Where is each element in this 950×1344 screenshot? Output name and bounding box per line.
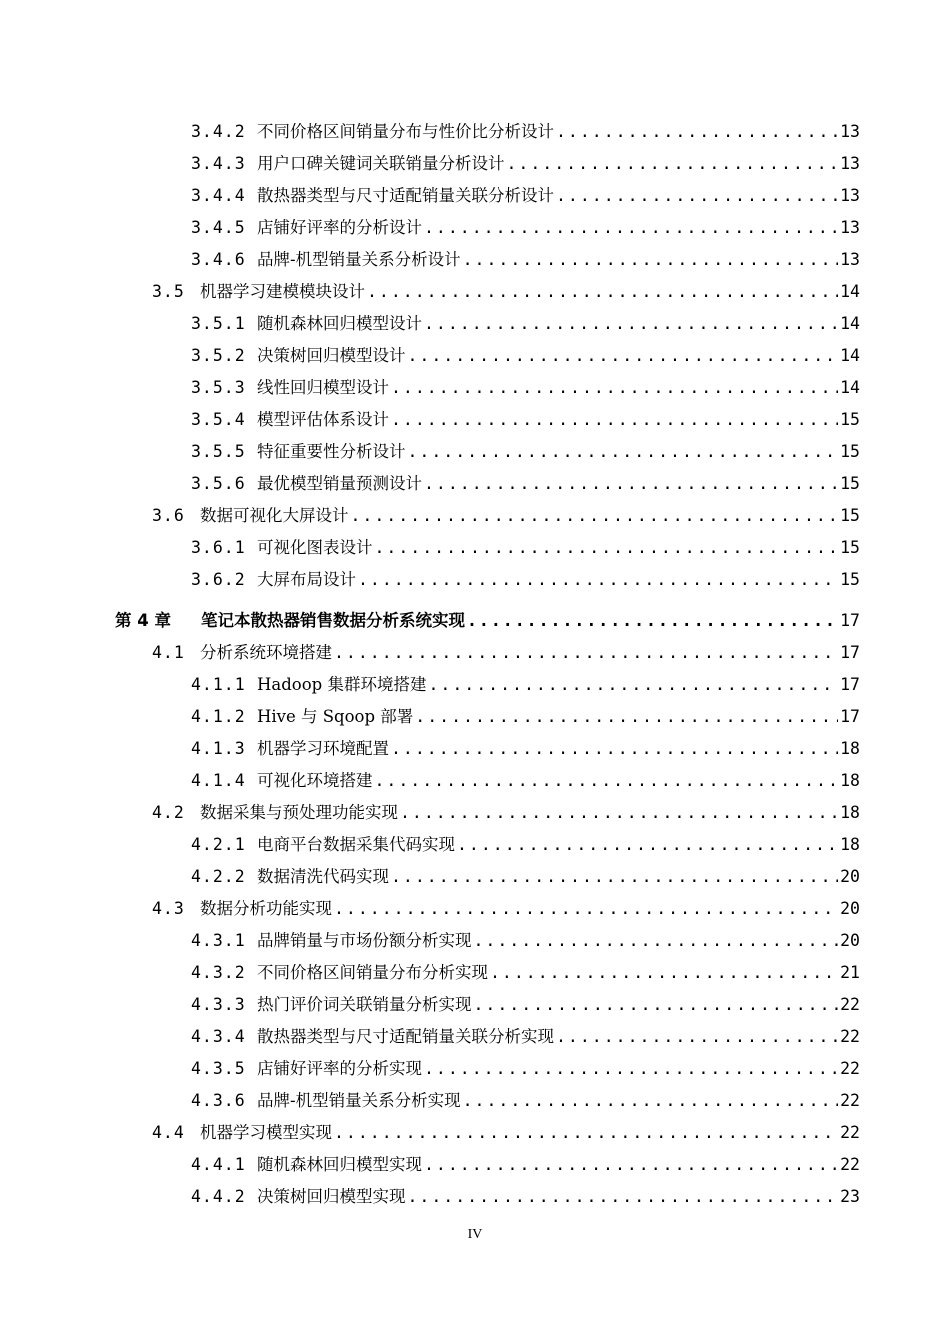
toc-entry-title: 不同价格区间销量分布与性价比分析设计 xyxy=(257,122,554,141)
toc-entry-page: 15 xyxy=(840,410,860,429)
toc-entry-title: 机器学习模型实现 xyxy=(200,1123,332,1142)
toc-dot-leader xyxy=(415,705,838,729)
toc-entry-number: 3.4.2 xyxy=(191,122,246,141)
toc-entry-title: 品牌-机型销量关系分析设计 xyxy=(257,250,461,269)
toc-entry-page: 15 xyxy=(840,506,860,525)
toc-entry[interactable] xyxy=(191,1153,860,1177)
toc-dot-leader xyxy=(391,737,838,761)
toc-dot-leader xyxy=(375,536,839,560)
toc-entry-title: 店铺好评率的分析实现 xyxy=(257,1059,422,1078)
toc-entry-number: 4.1.4 xyxy=(191,771,246,790)
toc-dot-leader xyxy=(457,833,838,857)
toc-entry-number: 第 4 章 xyxy=(115,611,171,630)
toc-entry-page: 14 xyxy=(840,314,860,333)
toc-entry-page: 15 xyxy=(840,570,860,589)
toc-entry-page: 17 xyxy=(840,643,860,662)
toc-entry-title: 笔记本散热器销售数据分析系统实现 xyxy=(201,611,465,630)
toc-entry-page: 18 xyxy=(840,771,860,790)
toc-dot-leader xyxy=(556,184,838,208)
toc-entry[interactable] xyxy=(191,248,860,272)
toc-entry-title: 随机森林回归模型设计 xyxy=(257,314,422,333)
toc-dot-leader xyxy=(400,801,838,825)
toc-dot-leader xyxy=(391,865,838,889)
toc-entry[interactable] xyxy=(191,120,860,144)
toc-entry-number: 4.3.6 xyxy=(191,1091,246,1110)
toc-dot-leader xyxy=(367,280,838,304)
toc-dot-leader xyxy=(463,1089,839,1113)
toc-entry-number: 3.4.6 xyxy=(191,250,246,269)
toc-entry-page: 15 xyxy=(840,538,860,557)
toc-entry-number: 4.3.1 xyxy=(191,931,246,950)
toc-entry-title: Hive 与 Sqoop 部署 xyxy=(257,707,414,726)
toc-dot-leader xyxy=(408,344,839,368)
toc-entry-number: 4.2 xyxy=(152,803,185,822)
toc-entry-title: 数据清洗代码实现 xyxy=(257,867,389,886)
toc-dot-leader xyxy=(424,216,838,240)
toc-entry-number: 3.5 xyxy=(152,282,185,301)
toc-dot-leader xyxy=(424,1153,838,1177)
toc-entry[interactable] xyxy=(191,1057,860,1081)
toc-entry-number: 4.4.2 xyxy=(191,1187,246,1206)
toc-dot-leader xyxy=(474,929,839,953)
toc-entry-number: 3.6 xyxy=(152,506,185,525)
toc-entry-title: 决策树回归模型设计 xyxy=(257,346,406,365)
toc-dot-leader xyxy=(490,961,838,985)
toc-entry-page: 15 xyxy=(840,442,860,461)
toc-entry-title: 随机森林回归模型实现 xyxy=(257,1155,422,1174)
toc-entry-page: 17 xyxy=(840,611,860,630)
toc-entry-title: 可视化环境搭建 xyxy=(257,771,373,790)
toc-entry-page: 18 xyxy=(840,739,860,758)
toc-entry-page: 18 xyxy=(840,835,860,854)
toc-entry-number: 3.5.3 xyxy=(191,378,246,397)
toc-entry-title: 分析系统环境搭建 xyxy=(200,643,332,662)
toc-entry-number: 3.5.2 xyxy=(191,346,246,365)
toc-entry[interactable] xyxy=(191,152,860,176)
toc-entry-title: 特征重要性分析设计 xyxy=(257,442,406,461)
toc-entry-title: 散热器类型与尺寸适配销量关联分析设计 xyxy=(257,186,554,205)
toc-dot-leader xyxy=(428,673,838,697)
toc-entry-number: 4.1.2 xyxy=(191,707,246,726)
toc-entry[interactable] xyxy=(191,769,860,793)
toc-dot-leader xyxy=(375,769,839,793)
toc-entry[interactable] xyxy=(152,641,860,665)
toc-entry-page: 23 xyxy=(840,1187,860,1206)
toc-entry[interactable] xyxy=(191,1089,860,1113)
toc-entry-page: 13 xyxy=(840,122,860,141)
toc-entry[interactable] xyxy=(191,344,860,368)
toc-entry[interactable] xyxy=(191,737,860,761)
toc-entry-page: 17 xyxy=(840,675,860,694)
toc-dot-leader xyxy=(424,1057,838,1081)
toc-entry-page: 20 xyxy=(840,867,860,886)
toc-entry-title: 数据采集与预处理功能实现 xyxy=(200,803,398,822)
toc-entry-number: 3.5.6 xyxy=(191,474,246,493)
toc-entry[interactable] xyxy=(191,865,860,889)
toc-entry-number: 3.4.4 xyxy=(191,186,246,205)
toc-entry-number: 4.2.2 xyxy=(191,867,246,886)
toc-dot-leader xyxy=(424,472,838,496)
toc-entry[interactable] xyxy=(191,216,860,240)
toc-entry-number: 3.5.4 xyxy=(191,410,246,429)
toc-entry-number: 4.3.3 xyxy=(191,995,246,1014)
toc-dot-leader xyxy=(408,1185,839,1209)
toc-entry-page: 22 xyxy=(840,1123,860,1142)
toc-dot-leader xyxy=(463,248,839,272)
toc-entry[interactable] xyxy=(152,280,860,304)
toc-entry-number: 4.4 xyxy=(152,1123,185,1142)
toc-entry[interactable] xyxy=(191,705,860,729)
page-number-footer: IV xyxy=(467,1227,483,1242)
toc-dot-leader xyxy=(334,641,838,665)
toc-entry-page: 15 xyxy=(840,474,860,493)
toc-entry-number: 3.6.1 xyxy=(191,538,246,557)
toc-entry-title: 数据可视化大屏设计 xyxy=(200,506,349,525)
toc-entry-title: Hadoop 集群环境搭建 xyxy=(257,675,427,694)
toc-entry-title: 品牌销量与市场份额分析实现 xyxy=(257,931,472,950)
toc-entry-title: 电商平台数据采集代码实现 xyxy=(257,835,455,854)
toc-entry-title: 决策树回归模型实现 xyxy=(257,1187,406,1206)
toc-entry-page: 20 xyxy=(840,931,860,950)
toc-entry-page: 13 xyxy=(840,154,860,173)
toc-entry-title: 机器学习环境配置 xyxy=(257,739,389,758)
toc-entry[interactable] xyxy=(191,929,860,953)
toc-entry-title: 散热器类型与尺寸适配销量关联分析实现 xyxy=(257,1027,554,1046)
toc-entry[interactable] xyxy=(191,1025,860,1049)
toc-entry-number: 4.3 xyxy=(152,899,185,918)
toc-entry-title: 模型评估体系设计 xyxy=(257,410,389,429)
toc-entry-title: 店铺好评率的分析设计 xyxy=(257,218,422,237)
toc-entry-page: 13 xyxy=(840,250,860,269)
toc-entry-page: 13 xyxy=(840,218,860,237)
toc-entry[interactable] xyxy=(191,376,860,400)
toc-dot-leader xyxy=(424,312,838,336)
toc-entry[interactable] xyxy=(152,801,860,825)
toc-entry-title: 品牌-机型销量关系分析实现 xyxy=(257,1091,461,1110)
toc-dot-leader xyxy=(351,504,839,528)
toc-entry-number: 4.3.5 xyxy=(191,1059,246,1078)
toc-entry[interactable] xyxy=(191,1185,860,1209)
toc-entry-number: 3.4.5 xyxy=(191,218,246,237)
toc-entry-page: 22 xyxy=(840,1027,860,1046)
toc-entry-page: 14 xyxy=(840,378,860,397)
toc-entry[interactable] xyxy=(152,504,860,528)
toc-entry-title: 数据分析功能实现 xyxy=(200,899,332,918)
toc-entry-number: 4.1.3 xyxy=(191,739,246,758)
toc-entry-number: 4.4.1 xyxy=(191,1155,246,1174)
toc-entry-title: 机器学习建模模块设计 xyxy=(200,282,365,301)
toc-entry-page: 22 xyxy=(840,1091,860,1110)
toc-entry-page: 22 xyxy=(840,1155,860,1174)
toc-dot-leader xyxy=(334,1121,838,1145)
toc-entry[interactable] xyxy=(191,961,860,985)
toc-entry-title: 可视化图表设计 xyxy=(257,538,373,557)
toc-entry-title: 用户口碑关键词关联销量分析设计 xyxy=(257,154,505,173)
toc-entry[interactable] xyxy=(191,993,860,1017)
toc-dot-leader xyxy=(474,993,839,1017)
toc-entry-title: 热门评价词关联销量分析实现 xyxy=(257,995,472,1014)
toc-entry[interactable] xyxy=(191,536,860,560)
toc-entry-page: 14 xyxy=(840,282,860,301)
toc-entry[interactable] xyxy=(191,472,860,496)
toc-entry-title: 大屏布局设计 xyxy=(257,570,356,589)
toc-entry-page: 20 xyxy=(840,899,860,918)
toc-dot-leader xyxy=(391,408,838,432)
toc-entry-title: 线性回归模型设计 xyxy=(257,378,389,397)
toc-entry-page: 21 xyxy=(840,963,860,982)
toc-entry-number: 4.2.1 xyxy=(191,835,246,854)
toc-entry-number: 4.1 xyxy=(152,643,185,662)
toc-entry-number: 3.5.1 xyxy=(191,314,246,333)
toc-entry-page: 22 xyxy=(840,1059,860,1078)
toc-entry[interactable] xyxy=(191,673,860,697)
toc-entry-page: 13 xyxy=(840,186,860,205)
toc-entry[interactable] xyxy=(152,897,860,921)
toc-entry[interactable] xyxy=(191,568,860,592)
toc-entry-number: 3.6.2 xyxy=(191,570,246,589)
toc-entry[interactable] xyxy=(191,184,860,208)
toc-entry-page: 14 xyxy=(840,346,860,365)
toc-dot-leader xyxy=(391,376,838,400)
toc-entry-number: 4.1.1 xyxy=(191,675,246,694)
toc-entry[interactable] xyxy=(152,1121,860,1145)
toc-dot-leader xyxy=(556,120,838,144)
toc-entry-title: 不同价格区间销量分布分析实现 xyxy=(257,963,488,982)
toc-entry-page: 22 xyxy=(840,995,860,1014)
toc-entry[interactable] xyxy=(191,833,860,857)
toc-dot-leader xyxy=(334,897,838,921)
toc-entry[interactable] xyxy=(191,312,860,336)
toc-entry-number: 3.4.3 xyxy=(191,154,246,173)
toc-entry-page: 18 xyxy=(840,803,860,822)
toc-entry[interactable] xyxy=(191,440,860,464)
toc-dot-leader xyxy=(467,609,838,633)
toc-entry-page: 17 xyxy=(840,707,860,726)
toc-dot-leader xyxy=(358,568,838,592)
toc-dot-leader xyxy=(507,152,839,176)
toc-entry[interactable] xyxy=(115,609,860,633)
toc-entry-number: 4.3.2 xyxy=(191,963,246,982)
toc-dot-leader xyxy=(556,1025,838,1049)
toc-dot-leader xyxy=(408,440,839,464)
toc-entry-title: 最优模型销量预测设计 xyxy=(257,474,422,493)
toc-entry-number: 4.3.4 xyxy=(191,1027,246,1046)
toc-entry[interactable] xyxy=(191,408,860,432)
toc-entry-number: 3.5.5 xyxy=(191,442,246,461)
